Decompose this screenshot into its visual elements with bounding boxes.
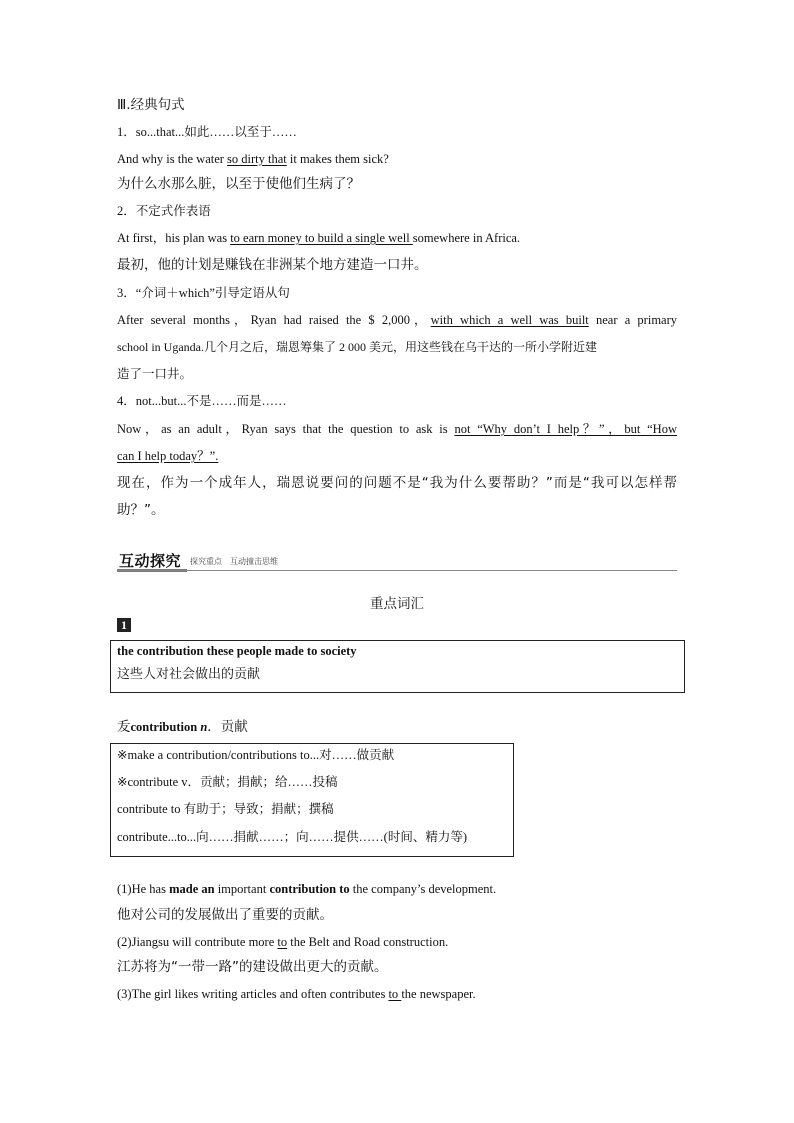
example-2-translation: 江苏将为“一带一路”的建设做出更大的贡献。 (117, 959, 388, 975)
pattern-3-example-line2: school in Uganda.几个月之后，瑞恩筹集了 2 000 美元，用这些钱在乌干达的一所小学附近建 (117, 340, 597, 354)
phrase-box-english: the contribution these people made to society (117, 644, 357, 658)
section-rule (117, 570, 677, 571)
pattern-4-title: 4．not...but...不是……而是…… (117, 394, 287, 408)
pattern-4-translation-line1: 现在，作为一个成年人，瑞恩说要问的问题不是“我为什么要帮助？”而是“我可以怎样帮 (117, 475, 677, 491)
entry-word: contribution (130, 720, 201, 734)
phrase-box-chinese: 这些人对社会做出的贡献 (117, 667, 261, 682)
pattern-2-translation: 最初，他的计划是赚钱在非洲某个地方建造一口井。 (117, 257, 428, 273)
pattern-1-example: And why is the water so dirty that it makes them sick? (117, 152, 389, 166)
underlined-word: to (277, 935, 288, 949)
pattern-3-title: 3．“介词＋which”引导定语从句 (117, 286, 290, 300)
section-header-interactive-exploration (117, 548, 677, 574)
entry-marker-icon: 叐 (117, 719, 131, 735)
section-heading-classic-sentences: Ⅲ.经典句式 (117, 97, 185, 113)
usage-item: contribute to 有助于；导致；捐献；撰稿 (117, 802, 334, 816)
entry-pos: n (200, 720, 208, 734)
usage-item: ※contribute v．贡献；捐献；给……投稿 (117, 775, 338, 789)
pattern-2-title: 2．不定式作表语 (117, 204, 211, 218)
underlined-phrase: so dirty that (227, 152, 287, 166)
example-2: (2)Jiangsu will contribute more to the Belt and Road construction. (117, 935, 449, 949)
item-number-badge: 1 (117, 618, 131, 632)
section-subtitle: 探究重点 互动撞击思维 (190, 557, 278, 566)
phrase-box (110, 640, 685, 693)
pattern-4-example-line1: Now，as an adult，Ryan says that the question to ask is not “Why don’t I help？”，but “How (117, 422, 677, 436)
example-1: (1)He has made an important contribution to the company’s development. (117, 882, 497, 896)
example-1-translation: 他对公司的发展做出了重要的贡献。 (117, 907, 333, 923)
pattern-4-translation-line2: 助？”。 (117, 502, 165, 518)
pattern-3-example-line1: After several months，Ryan had raised the $ 2,000，with which a well was built near a primary (117, 313, 677, 327)
underlined-phrase: can I help today？”. (117, 449, 219, 463)
pattern-2-example: At first，his plan was to earn money to build a single well somewhere in Africa. (117, 231, 521, 245)
pattern-3-example-line3: 造了一口井。 (117, 367, 193, 381)
usage-item: ※make a contribution/contributions to...对……做贡献 (117, 748, 395, 762)
pattern-4-example-line2 (117, 447, 682, 465)
pattern-1-translation: 为什么水那么脏，以至于使他们生病了？ (117, 176, 360, 192)
underlined-phrase: not “Why don’t I help？”，but “How (454, 422, 677, 436)
entry-definition: ．贡献 (207, 719, 248, 735)
underlined-word: to (388, 987, 402, 1001)
example-3: (3)The girl likes writing articles and often contributes to the newspaper. (117, 987, 476, 1001)
usage-box (110, 743, 514, 857)
pattern-1-title: 1．so...that...如此……以至于…… (117, 125, 297, 139)
underlined-phrase: with which a well was built (430, 313, 589, 327)
key-vocabulary-title: 重点词汇 (370, 596, 424, 612)
section-title: 互动探究 (119, 552, 182, 570)
vocab-entry-contribution (117, 718, 682, 736)
usage-item: contribute...to...向……捐献……；向……提供……(时间、精力等) (117, 830, 467, 844)
underlined-phrase: to earn money to build a single well (230, 231, 413, 245)
